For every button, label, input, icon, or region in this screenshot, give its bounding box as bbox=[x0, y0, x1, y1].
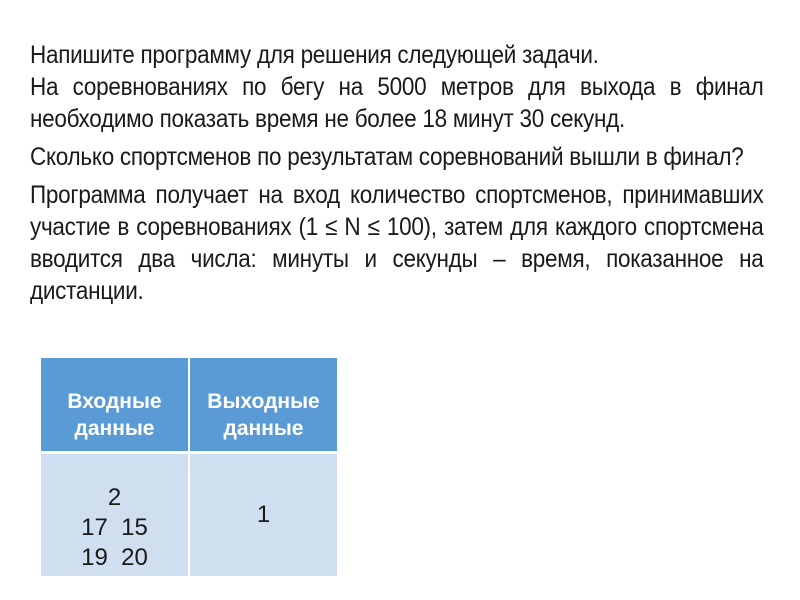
cell-output-data bbox=[189, 453, 337, 577]
header-input-data bbox=[41, 358, 189, 453]
cell-input-data bbox=[41, 453, 189, 577]
output-value: 1 bbox=[256, 501, 271, 528]
task-text bbox=[30, 39, 764, 307]
input-line: 2 bbox=[107, 484, 122, 511]
task-condition: На соревнованиях по бегу на 5000 метров для выхода в финал необходимо показать время не более 18 минут 30 секунд. bbox=[30, 73, 764, 133]
task-heading: Напишите программу для решения следующей задачи. bbox=[30, 41, 599, 69]
input-line: 17 15 bbox=[81, 514, 148, 541]
table-header-row bbox=[41, 358, 337, 453]
header-input-line1: Входные bbox=[67, 389, 162, 413]
header-output-line1: Выходные bbox=[207, 389, 320, 413]
task-input-description: Программа получает на вход количество спортсменов, принимавших участие в соревнованиях (1 ≤ N ≤ 100), затем для каждого спортсмена вводится два числа: минуты и секунды – время, показанное на дистанции. bbox=[30, 181, 764, 305]
header-output-line2: данные bbox=[223, 416, 304, 440]
table-row bbox=[41, 453, 337, 577]
header-output-data bbox=[189, 358, 337, 453]
input-line: 19 20 bbox=[81, 544, 148, 571]
header-input-line2: данные bbox=[74, 416, 155, 440]
io-example-table bbox=[41, 358, 337, 576]
task-question: Сколько спортсменов по результатам соревнований вышли в финал? bbox=[30, 143, 744, 171]
